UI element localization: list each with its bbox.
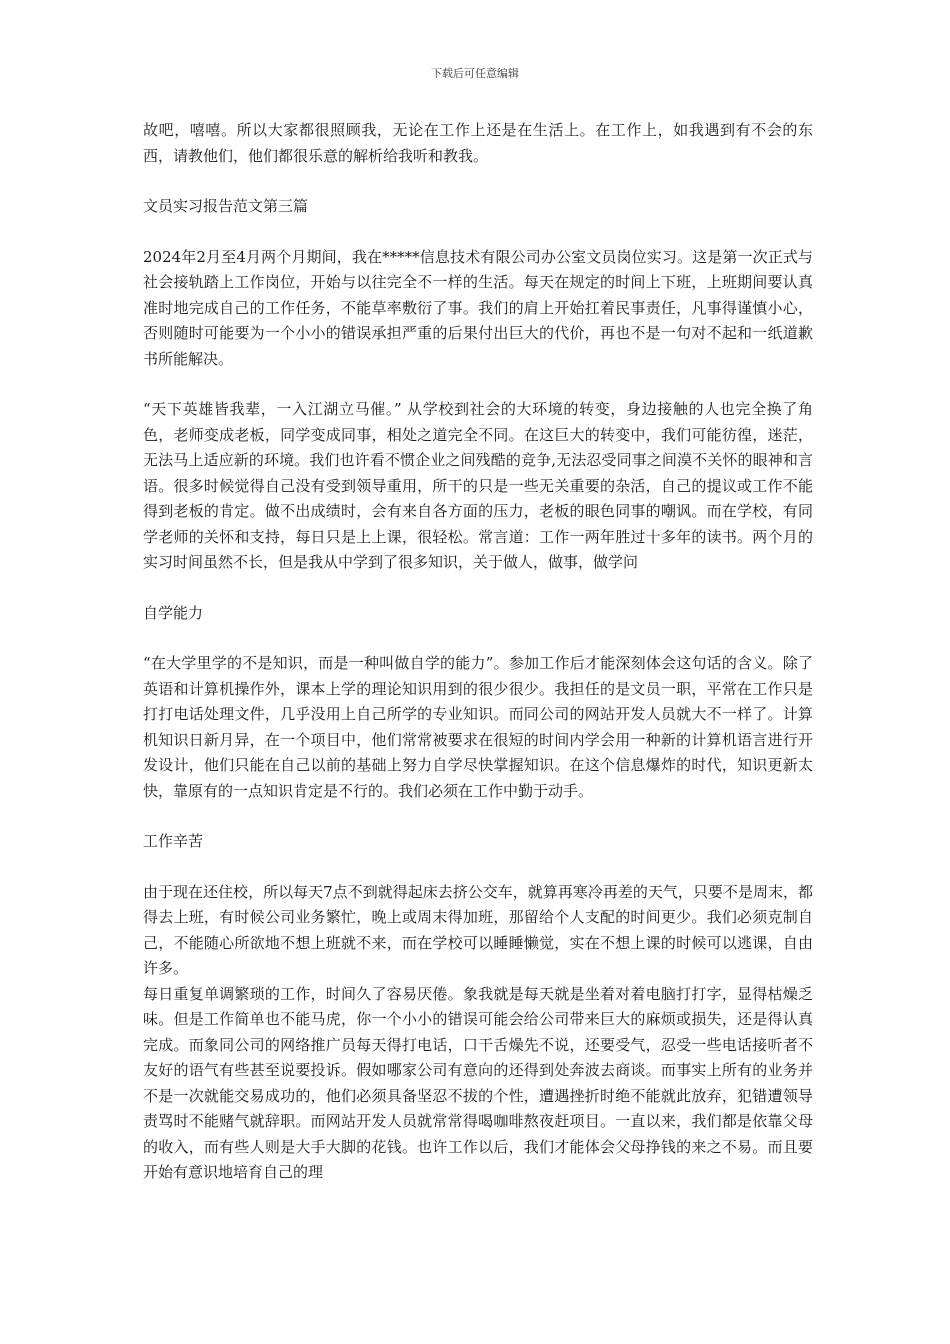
section-title: 文员实习报告范文第三篇 xyxy=(143,197,309,215)
paragraph-self-learning: “在大学里学的不是知识，而是一种叫做自学的能力”。参加工作后才能深刻体会这句话的含义。除了英语和计算机操作外，课本上学的理论知识用到的很少很少。我担任的是文员一职，平常在工作只是打打电话处理文件，几乎没用上自己所学的专业知识。而同公司的网站开发人员就大不一样了。计算机知识日新月异，在一个项目中，他们常常被要求在很短的时间内学会用一种新的计算机语言进行开发设计，他们只能在自己以前的基础上努力自学尽快掌握知识。在这个信息爆炸的时代，知识更新太快，靠原有的一点知识肯定是不行的。我们必须在工作中勤于动手。 xyxy=(143,654,813,800)
page-header: 下载后可任意编辑 xyxy=(431,67,519,80)
paragraph-routine: 每日重复单调繁琐的工作，时间久了容易厌倦。象我就是每天就是坐着对着电脑打打字，显得枯燥乏味。但是工作简单也不能马虎，你一个小小的错误可能会给公司带来巨大的麻烦或损失，还是得认真完成。而象同公司的网络推广员每天得打电话，口干舌燥先不说，还要受气，忍受一些电话接听者不友好的语气有些甚至说要投诉。假如哪家公司有意向的还得到处奔波去商谈。而事实上所有的业务并不是一次就能交易成功的，他们必须具备坚忍不拔的个性，遭遇挫折时绝不能就此放弃，犯错遭领导责骂时不能赌气就辞职。而网站开发人员就常常得喝咖啡熬夜赶项目。一直以来，我们都是依靠父母的收入，而有些人则是大手大脚的花钱。也许工作以后，我们才能体会父母挣钱的来之不易。而且要开始有意识地培育自己的理 xyxy=(143,984,813,1181)
paragraph-transition: “天下英雄皆我辈，一入江湖立马催。” 从学校到社会的大环境的转变，身边接触的人也完全换了角色，老师变成老板，同学变成同事，相处之道完全不同。在这巨大的转变中，我们可能彷徨，迷茫，无法马上适应新的环境。我们也许看不惯企业之间残酷的竞争,无法忍受同事之间漠不关怀的眼神和言语。很多时候觉得自己没有受到领导重用，所干的只是一些无关重要的杂活，自己的提议或工作不能得到老板的肯定。做不出成绩时，会有来自各方面的压力，老板的眼色同事的嘲讽。而在学校，有同学老师的关怀和支持，每日只是上上课，很轻松。常言道：工作一两年胜过十多年的读书。两个月的实习时间虽然不长，但是我从中学到了很多知识，关于做人，做事，做学问 xyxy=(143,400,813,571)
paragraph-intro: 故吧，嘻嘻。所以大家都很照顾我，无论在工作上还是在生活上。在工作上，如我遇到有不会的东西，请教他们，他们都很乐意的解析给我听和教我。 xyxy=(143,121,813,165)
heading-self-learning: 自学能力 xyxy=(143,603,204,622)
paragraph-internship: 2024年2月至4月两个月期间，我在*****信息技术有限公司办公室文员岗位实习。这是第一次正式与社会接轨踏上工作岗位，开始与以往完全不一样的生活。每天在规定的时间上下班，上班期间要认真准时地完成自己的工作任务，不能草率敷衍了事。我们的肩上开始扛着民事责任，凡事得谨慎小心，否则随时可能要为一个小小的错误承担严重的后果付出巨大的代价，再也不是一句对不起和一纸道歉书所能解决。 xyxy=(143,247,813,368)
paragraph-commute: 由于现在还住校，所以每天7点不到就得起床去挤公交车，就算再寒冷再差的天气，只要不是周末，都得去上班，有时候公司业务繁忙，晚上或周末得加班，那留给个人支配的时间更少。我们必须克制自己，不能随心所欲地不想上班就不来，而在学校可以睡睡懒觉，实在不想上课的时候可以逃课，自由许多。 xyxy=(143,882,813,977)
heading-hard-work: 工作辛苦 xyxy=(143,832,204,850)
document-body xyxy=(143,118,813,1186)
